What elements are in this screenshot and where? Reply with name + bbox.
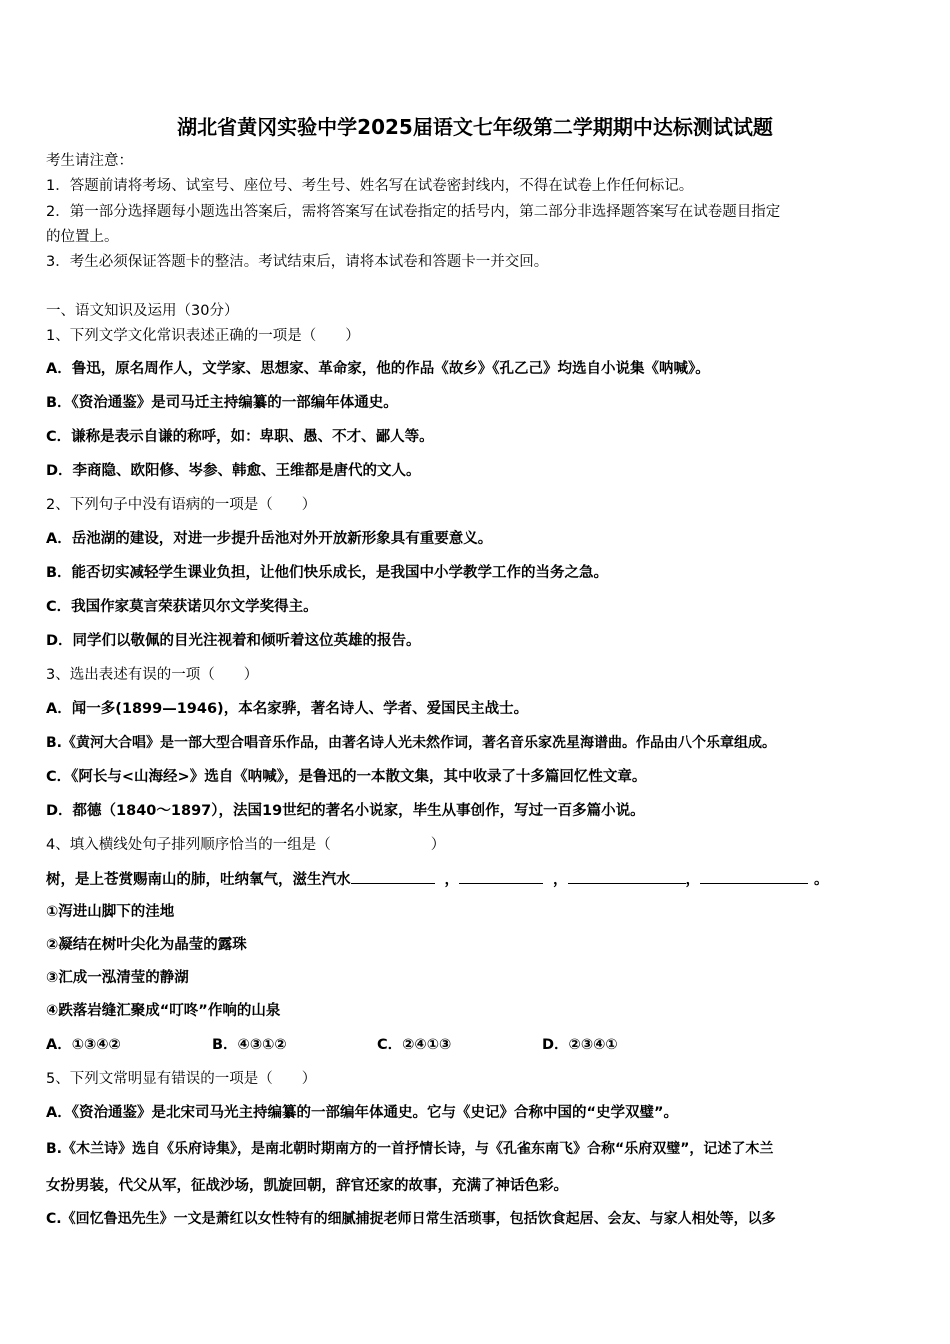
q4-item-3: ③汇成一泓清莹的静湖: [46, 970, 189, 986]
q4-stem-suffix: ）: [430, 837, 446, 853]
q4-blank-4: [700, 869, 808, 884]
q2-option-c: C．我国作家莫言荣获诺贝尔文学奖得主。: [46, 599, 318, 615]
q4-end: 。: [814, 872, 829, 888]
notice-item-1: 1．答题前请将考场、试室号、座位号、考生号、姓名写在试卷密封线内，不得在试卷上作任何标记。: [46, 178, 694, 194]
q1-option-b: B．《资治通鉴》是司马迁主持编纂的一部编年体通史。: [46, 395, 398, 411]
q3-stem: 3、选出表述有误的一项（ ）: [46, 667, 259, 683]
q4-sep-2: ，: [553, 872, 568, 888]
q3-option-d: D．都德（1840～1897），法国19世纪的著名小说家，毕生从事创作，写过一百多篇小说。: [46, 803, 645, 819]
q4-item-2: ②凝结在树叶尖化为晶莹的露珠: [46, 937, 247, 953]
q2-stem: 2、下列句子中没有语病的一项是（ ）: [46, 497, 317, 513]
q4-option-d: D．②③④①: [542, 1037, 618, 1053]
q4-option-b: B．④③①②: [212, 1037, 287, 1053]
q5-option-c: C.《回忆鲁迅先生》一文是萧红以女性特有的细腻捕捉老师日常生活琐事，包括饮食起居、会友、与家人相处等，以多: [46, 1211, 776, 1227]
q1-option-c: C．谦称是表示自谦的称呼，如：卑职、愚、不才、鄙人等。: [46, 429, 434, 445]
q4-sep-3: ，: [685, 872, 700, 888]
q4-sep-1: ，: [444, 872, 459, 888]
q2-option-b: B．能否切实减轻学生课业负担，让他们快乐成长，是我国中小学教学工作的当务之急。: [46, 565, 609, 581]
q4-blank-1: [351, 869, 435, 884]
q4-blank-2: [459, 869, 543, 884]
q1-option-a: A．鲁迅，原名周作人，文学家、思想家、革命家，他的作品《故乡》《孔乙己》均选自小说集《呐喊》。: [46, 361, 710, 377]
q3-option-a: A．闻一多(1899—1946)，本名家骅，著名诗人、学者、爱国民主战士。: [46, 701, 529, 717]
section-heading: 一、语文知识及运用（30分）: [46, 303, 239, 319]
q5-stem: 5、下列文常明显有错误的一项是（ ）: [46, 1071, 317, 1087]
q5-option-b-line1: B.《木兰诗》选自《乐府诗集》，是南北朝时期南方的一首抒情长诗，与《孔雀东南飞》合称“乐府双璧”，记述了木兰: [46, 1141, 774, 1157]
q4-option-a: A．①③④②: [46, 1037, 121, 1053]
q4-blank-3: [568, 869, 686, 884]
q1-stem: 1、下列文学文化常识表述正确的一项是（ ）: [46, 328, 360, 344]
q2-option-a: A．岳池湖的建设，对进一步提升岳池对外开放新形象具有重要意义。: [46, 531, 493, 547]
q4-stem-prefix: 4、填入横线处句子排列顺序恰当的一组是（: [46, 837, 331, 853]
q4-option-c: C．②④①③: [377, 1037, 452, 1053]
q4-item-1: ①泻进山脚下的洼地: [46, 904, 175, 920]
q2-option-d: D．同学们以敬佩的目光注视着和倾听着这位英雄的报告。: [46, 633, 421, 649]
notice-item-3: 3．考生必须保证答题卡的整洁。考试结束后，请将本试卷和答题卡一并交回。: [46, 254, 549, 270]
page-title: 湖北省黄冈实验中学2025届语文七年级第二学期期中达标测试试题: [177, 115, 773, 139]
q4-stem: [46, 835, 445, 855]
q5-option-b-line2: 女扮男装，代父从军，征战沙场，凯旋回朝，辞官还家的故事，充满了神话色彩。: [46, 1178, 568, 1194]
notice-item-2: 2．第一部分选择题每小题选出答案后，需将答案写在试卷指定的括号内，第二部分非选择题答案写在试卷题目指定: [46, 204, 781, 220]
q1-option-d: D．李商隐、欧阳修、岑参、韩愈、王维都是唐代的文人。: [46, 463, 421, 479]
q3-option-b: B.《黄河大合唱》是一部大型合唱音乐作品，由著名诗人光未然作词，著名音乐家冼星海谱曲。作品由八个乐章组成。: [46, 735, 776, 751]
q5-option-a: A．《资治通鉴》是北宋司马光主持编纂的一部编年体通史。它与《史记》合称中国的“史学双璧”。: [46, 1105, 679, 1121]
q4-sentence: 树，是上苍赏赐南山的肺，吐纳氧气，滋生汽水: [46, 872, 351, 888]
notice-item-2-cont: 的位置上。: [46, 229, 119, 245]
q4-sentence-line: [46, 869, 829, 890]
q3-option-c: C．《阿长与<山海经>》选自《呐喊》，是鲁迅的一本散文集，其中收录了十多篇回忆性文章。: [46, 769, 647, 785]
q4-item-4: ④跌落岩缝汇聚成“叮咚”作响的山泉: [46, 1003, 281, 1019]
notice-heading: 考生请注意：: [46, 153, 133, 169]
